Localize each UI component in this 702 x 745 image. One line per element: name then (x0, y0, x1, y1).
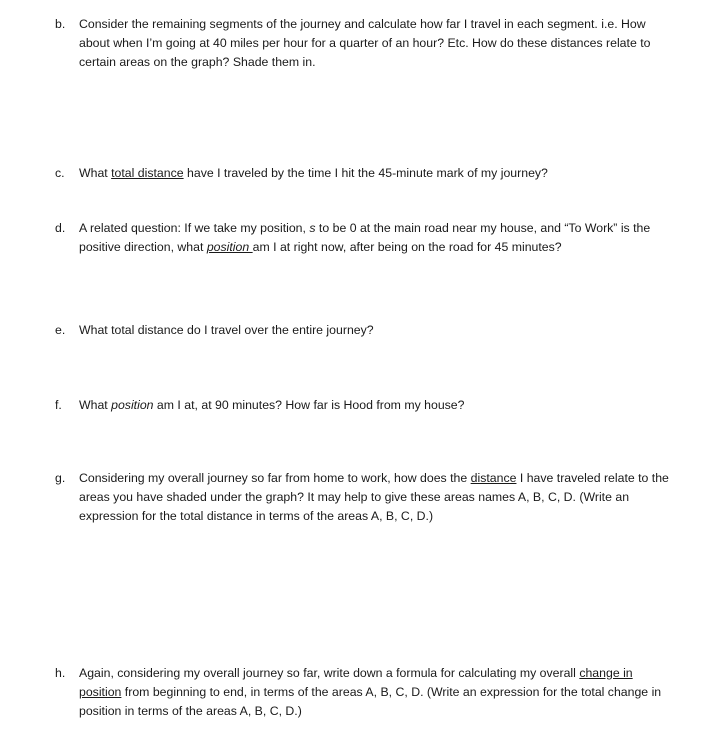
question-letter: b. (55, 17, 66, 31)
underlined-term: change in position (79, 666, 633, 699)
question-d (55, 219, 675, 257)
question-letter: f. (55, 398, 62, 412)
question-letter: d. (55, 221, 66, 235)
question-c (55, 164, 675, 183)
question-b (55, 15, 675, 72)
question-f (55, 396, 675, 415)
question-letter: g. (55, 471, 66, 485)
question-g (55, 469, 675, 526)
question-text: Considering my overall journey so far from home to work, how does the distance I have traveled relate to the areas you have shaded under the graph? It may help to give these areas names A, B, C, D. (Write an expression for the total distance in terms of the areas A, B, C, D.) (79, 471, 669, 523)
underlined-term: total distance (111, 166, 184, 180)
question-text: A related question: If we take my position, s to be 0 at the main road near my house, and “To Work” is the positive direction, what position am I at right now, after being on the road for 45 minutes? (79, 221, 651, 254)
question-text: Consider the remaining segments of the journey and calculate how far I travel in each segment. i.e. How about when I’m going at 40 miles per hour for a quarter of an hour? Etc. How do these distances relate to certain areas on the graph? Shade them in. (79, 17, 651, 69)
underlined-term: position (206, 240, 253, 254)
question-text: What total distance do I travel over the entire journey? (79, 323, 374, 337)
question-letter: h. (55, 666, 66, 680)
italic-term: position (111, 398, 154, 412)
question-text: What total distance have I traveled by the time I hit the 45-minute mark of my journey? (79, 166, 548, 180)
question-text: What position am I at, at 90 minutes? How far is Hood from my house? (79, 398, 465, 412)
question-h (55, 664, 675, 721)
variable-s: s (309, 221, 316, 235)
question-letter: c. (55, 166, 65, 180)
question-letter: e. (55, 323, 66, 337)
question-text: Again, considering my overall journey so far, write down a formula for calculating my overall change in position from beginning to end, in terms of the areas A, B, C, D. (Write an expression for the total change in position in terms of the areas A, B, C, D.) (79, 666, 662, 718)
underlined-term: distance (470, 471, 517, 485)
question-e (55, 321, 675, 340)
